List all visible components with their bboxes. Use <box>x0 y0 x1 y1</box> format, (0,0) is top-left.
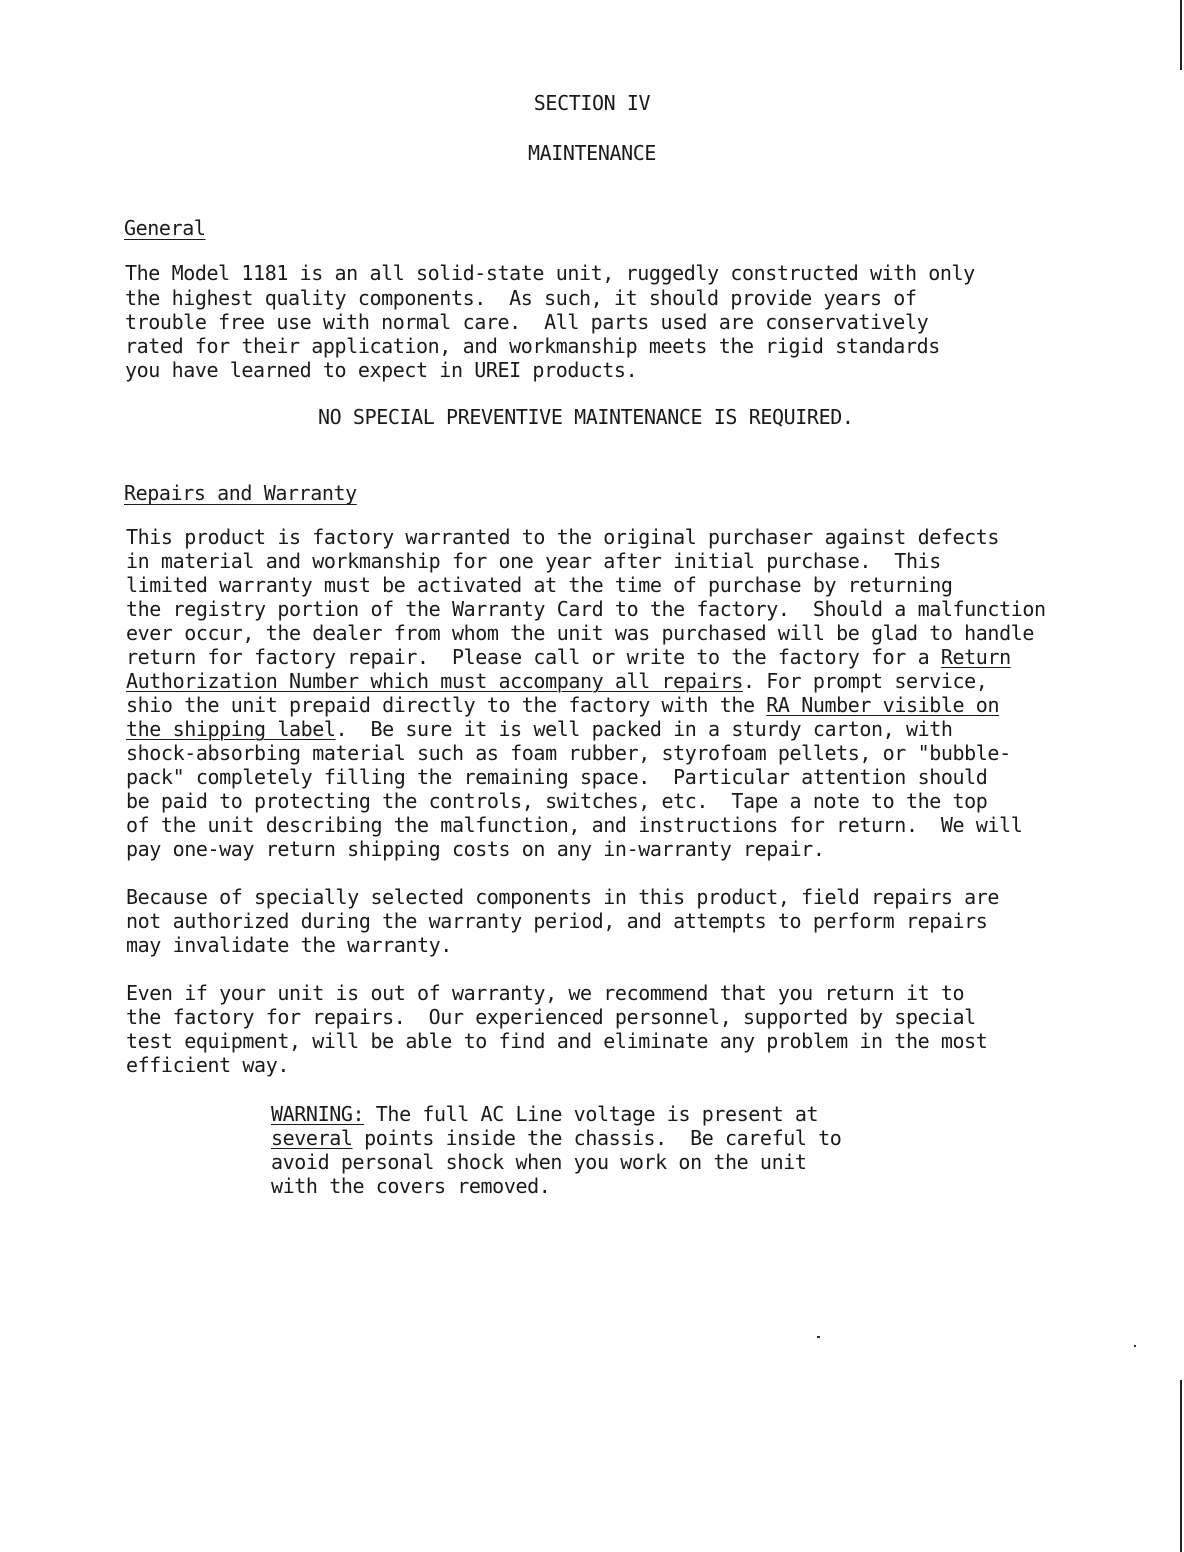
general-line: The Model 1181 is an all solid-state unit, ruggedly constructed with only <box>125 261 975 285</box>
warranty-line: pay one-way return shipping costs on any in-warranty repair. <box>126 837 825 861</box>
warranty-line: This product is factory warranted to the original purchaser against defects <box>126 525 1000 549</box>
scan-edge-mark <box>1180 1380 1182 1552</box>
warning-text: points inside the chassis. Be careful to <box>352 1126 842 1150</box>
warning-emphasis: several <box>271 1126 353 1150</box>
warning-text: The full AC Line voltage is present at <box>364 1102 819 1126</box>
warranty-text: return for factory repair. Please call or write to the factory for a <box>126 645 941 669</box>
warranty-line: be paid to protecting the controls, switches, etc. Tape a note to the top <box>126 789 988 813</box>
section-number: SECTION IV <box>533 91 651 115</box>
section-title: MAINTENANCE <box>527 141 657 165</box>
warning-line <box>271 1126 841 1150</box>
ra-number-emphasis: RA Number visible on <box>766 693 1000 717</box>
warning-line: with the covers removed. <box>271 1174 551 1198</box>
general-heading: General <box>124 216 206 240</box>
warranty-line: ever occur, the dealer from whom the unit was purchased will be glad to handle <box>126 621 1034 645</box>
warranty-line: limited warranty must be activated at the time of purchase by returning <box>126 573 953 597</box>
warranty-line <box>126 717 953 741</box>
field-repairs-line: Because of specially selected components in this product, field repairs are <box>126 885 1000 909</box>
ra-number-emphasis: the shipping label <box>126 717 336 741</box>
warranty-line: pack" completely filling the remaining space. Particular attention should <box>126 765 988 789</box>
warranty-text: shio the unit prepaid directly to the factory with the <box>126 693 767 717</box>
out-of-warranty-line: Even if your unit is out of warranty, we recommend that you return it to <box>126 981 965 1005</box>
warranty-line: in material and workmanship for one year after initial purchase. This <box>126 549 941 573</box>
field-repairs-line: may invalidate the warranty. <box>126 933 452 957</box>
general-line: rated for their application, and workmanship meets the rigid standards <box>125 334 940 358</box>
general-line: trouble free use with normal care. All parts used are conservatively <box>125 310 929 334</box>
warning-label: WARNING: <box>271 1102 365 1126</box>
out-of-warranty-line: efficient way. <box>126 1053 289 1077</box>
warranty-line <box>126 669 987 693</box>
warranty-line: shock-absorbing material such as foam rubber, styrofoam pellets, or "bubble- <box>126 741 1011 765</box>
general-line: the highest quality components. As such, it should provide years of <box>125 286 917 310</box>
scan-edge-mark <box>1180 0 1182 70</box>
warranty-line <box>126 693 999 717</box>
repairs-heading: Repairs and Warranty <box>124 481 357 505</box>
warranty-line: the registry portion of the Warranty Card to the factory. Should a malfunction <box>126 597 1046 621</box>
warranty-text: . For prompt service, <box>742 669 988 693</box>
warranty-text: . Be sure it is well packed in a sturdy carton, with <box>335 717 953 741</box>
warning-line <box>271 1102 818 1126</box>
scan-speck <box>1134 1345 1136 1347</box>
return-authorization-emphasis: Return <box>940 645 1011 669</box>
warranty-line <box>126 645 1011 669</box>
warranty-line: of the unit describing the malfunction, and instructions for return. We will <box>126 813 1023 837</box>
return-authorization-emphasis: Authorization Number which must accompany all repairs <box>126 669 743 693</box>
maintenance-notice: NO SPECIAL PREVENTIVE MAINTENANCE IS REQUIRED. <box>318 405 854 429</box>
field-repairs-line: not authorized during the warranty period, and attempts to perform repairs <box>126 909 988 933</box>
scan-speck <box>817 1336 820 1338</box>
out-of-warranty-line: test equipment, will be able to find and eliminate any problem in the most <box>126 1029 988 1053</box>
out-of-warranty-line: the factory for repairs. Our experienced personnel, supported by special <box>126 1005 976 1029</box>
warning-line: avoid personal shock when you work on the unit <box>271 1150 807 1174</box>
general-line: you have learned to expect in UREI products. <box>125 358 638 382</box>
